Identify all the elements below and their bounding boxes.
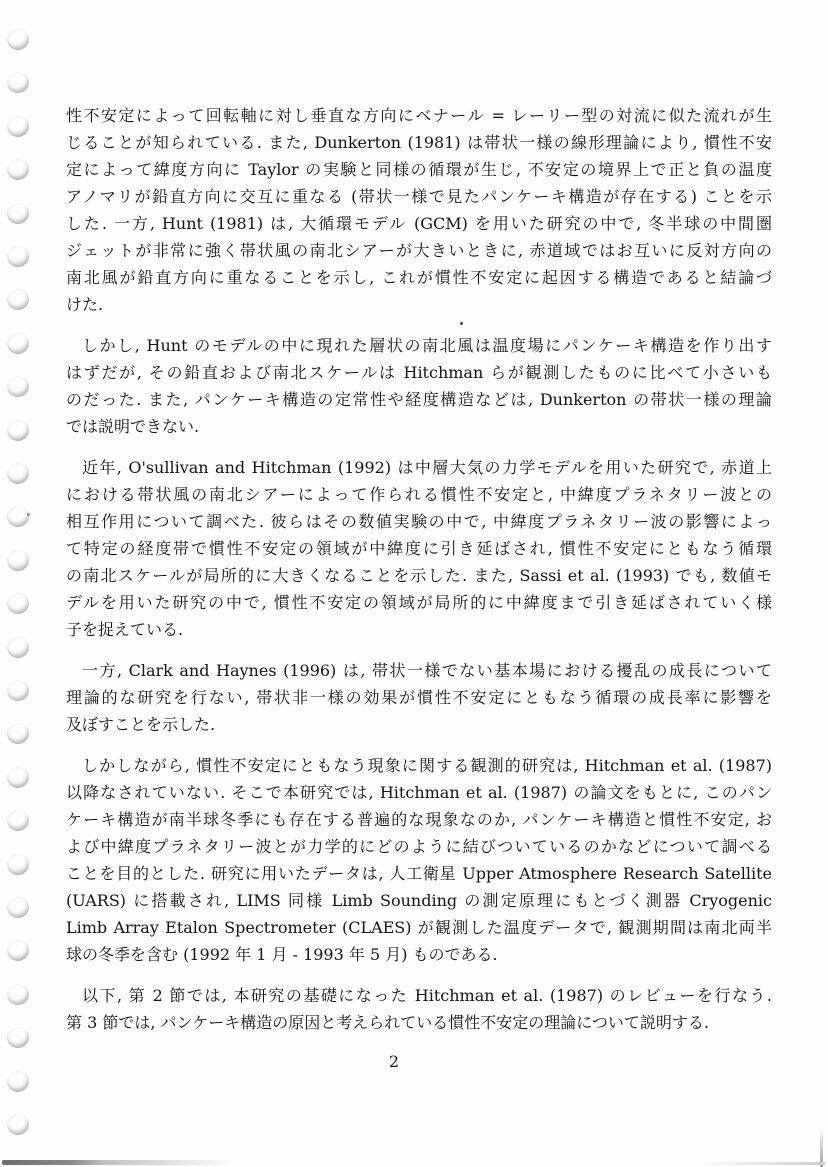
text-line: (UARS) に搭載され, LIMS 同様 Limb Sounding の測定原理にもとづく測器 Cryogenic bbox=[66, 891, 772, 910]
binder-hole bbox=[6, 1026, 31, 1050]
text-line: 及ぼすことを示した. bbox=[66, 715, 216, 734]
binder-hole bbox=[6, 158, 31, 182]
text-line: 球の冬季を含む (1992 年 1 月 - 1993 年 5 月) ものである. bbox=[66, 945, 498, 964]
paragraph bbox=[66, 454, 772, 643]
paragraph bbox=[66, 102, 772, 318]
binder-hole bbox=[6, 939, 31, 963]
binder-hole bbox=[6, 288, 31, 312]
binder-hole bbox=[6, 505, 31, 529]
binder-hole bbox=[6, 809, 31, 833]
binding-holes bbox=[0, 0, 46, 1167]
text-line: Limb Array Etalon Spectrometer (CLAES) が観測した温度データで, 観測期間は南北両半 bbox=[66, 918, 772, 937]
binder-hole bbox=[6, 418, 31, 442]
paragraph bbox=[66, 657, 772, 738]
text-line: 以降なされていない. そこで本研究では, Hitchman et al. (1987) の論文をもとに, このパン bbox=[66, 783, 772, 802]
text-line: 子を捉えている. bbox=[66, 620, 184, 639]
paragraph bbox=[66, 332, 772, 440]
scan-artifact-bottom-edge bbox=[2, 1160, 232, 1165]
scan-artifact-bottom-right bbox=[700, 1162, 825, 1165]
text-line: ジェットが非常に強く帯状風の南北シアーが大きいときに, 赤道域ではお互いに反対方向の bbox=[66, 241, 772, 260]
text-line: 定によって緯度方向に Taylor の実験と同様の循環が生じ, 不安定の境界上で正と負の温度 bbox=[66, 160, 772, 179]
binder-hole bbox=[6, 1113, 31, 1137]
binder-hole bbox=[6, 679, 31, 703]
text-line: ことを目的とした. 研究に用いたデータは, 人工衛星 Upper Atmosphere Research Satellite bbox=[66, 864, 772, 883]
text-line: した. 一方, Hunt (1981) は, 大循環モデル (GCM) を用いた研究の中で, 冬半球の中間圏 bbox=[66, 214, 772, 233]
text-line: 性不安定によって回転軸に対し垂直な方向にベナール = レーリー型の対流に似た流れが生 bbox=[66, 106, 772, 125]
text-line: 第 3 節では, パンケーキ構造の原因と考えられている慣性不安定の理論について説明する. bbox=[66, 1013, 709, 1032]
text-line: じることが知られている. また, Dunkerton (1981) は帯状一様の線形理論により, 慣性不安 bbox=[66, 133, 772, 152]
binder-hole bbox=[6, 462, 31, 486]
binder-hole bbox=[6, 114, 31, 138]
page-number: 2 bbox=[388, 1052, 400, 1071]
binder-hole bbox=[6, 1069, 31, 1093]
binder-hole bbox=[6, 71, 31, 95]
binder-hole bbox=[6, 548, 31, 572]
binder-hole bbox=[6, 635, 31, 659]
binder-hole bbox=[6, 896, 31, 920]
text-line: では説明できない. bbox=[66, 417, 200, 436]
text-line: けた. bbox=[66, 295, 104, 314]
text-line: のだった. また, パンケーキ構造の定常性や経度構造などは, Dunkerton の帯状一様の理論 bbox=[66, 390, 772, 409]
text-line: はずだが, その鉛直および南北スケールは Hitchman らが観測したものに比べて小さいも bbox=[66, 363, 772, 382]
text-line: しかし, Hunt のモデルの中に現れた層状の南北風は温度場にパンケーキ構造を作り出す bbox=[82, 336, 772, 355]
text-line: よび中緯度プラネタリー波とが力学的にどのように結びついているのかなどについて調べる bbox=[66, 837, 772, 856]
text-line: アノマリが鉛直方向に交互に重なる (帯状一様で見たパンケーキ構造が存在する) ことを示 bbox=[66, 187, 772, 206]
binder-hole bbox=[6, 592, 31, 616]
text-line: の南北スケールが局所的に大きくなることを示した. また, Sassi et al. (1993) でも, 数値モ bbox=[66, 566, 772, 585]
text-line: しかしながら, 慣性不安定にともなう現象に関する観測的研究は, Hitchman et al. (1987) bbox=[82, 756, 772, 775]
text-line: 南北風が鉛直方向に重なることを示し, これが慣性不安定に起因する構造であると結論づ bbox=[66, 268, 772, 287]
binder-hole bbox=[6, 375, 31, 399]
text-line: デルを用いた研究の中で, 慣性不安定の領域が局所的に中緯度まで引き延ばされていく様 bbox=[66, 593, 772, 612]
paragraph bbox=[66, 982, 772, 1036]
text-line: ケーキ構造が南半球冬季にも存在する普遍的な現象なのか, パンケーキ構造と慣性不安定, お bbox=[66, 810, 772, 829]
binder-hole bbox=[6, 201, 31, 225]
document-body bbox=[66, 102, 772, 1050]
text-line: 近年, O'sullivan and Hitchman (1992) は中層大気の力学モデルを用いた研究で, 赤道上 bbox=[82, 458, 772, 477]
text-line: 相互作用について調べた. 彼らはその数値実験の中で, 中緯度プラネタリー波の影響によっ bbox=[66, 512, 772, 531]
paragraph bbox=[66, 752, 772, 968]
scan-speck bbox=[27, 513, 30, 516]
binder-hole bbox=[6, 765, 31, 789]
binder-hole bbox=[6, 245, 31, 269]
text-line: 以下, 第 2 節では, 本研究の基礎になった Hitchman et al. (1987) のレビューを行なう. bbox=[82, 986, 772, 1005]
text-line: 一方, Clark and Haynes (1996) は, 帯状一様でない基本場における擾乱の成長について bbox=[82, 661, 772, 680]
binder-hole bbox=[6, 852, 31, 876]
text-line: て特定の経度帯で慣性不安定の領域が中緯度に引き延ばされ, 慣性不安定にともなう循環 bbox=[66, 539, 772, 558]
binder-hole bbox=[6, 28, 31, 52]
text-line: における帯状風の南北シアーによって作られる慣性不安定と, 中緯度プラネタリー波との bbox=[66, 485, 772, 504]
text-line: 理論的な研究を行ない, 帯状非一様の効果が慣性不安定にともなう循環の成長率に影響を bbox=[66, 688, 772, 707]
binder-hole bbox=[6, 722, 31, 746]
binder-hole bbox=[6, 331, 31, 355]
binder-hole bbox=[6, 982, 31, 1006]
scan-speck bbox=[460, 322, 463, 325]
